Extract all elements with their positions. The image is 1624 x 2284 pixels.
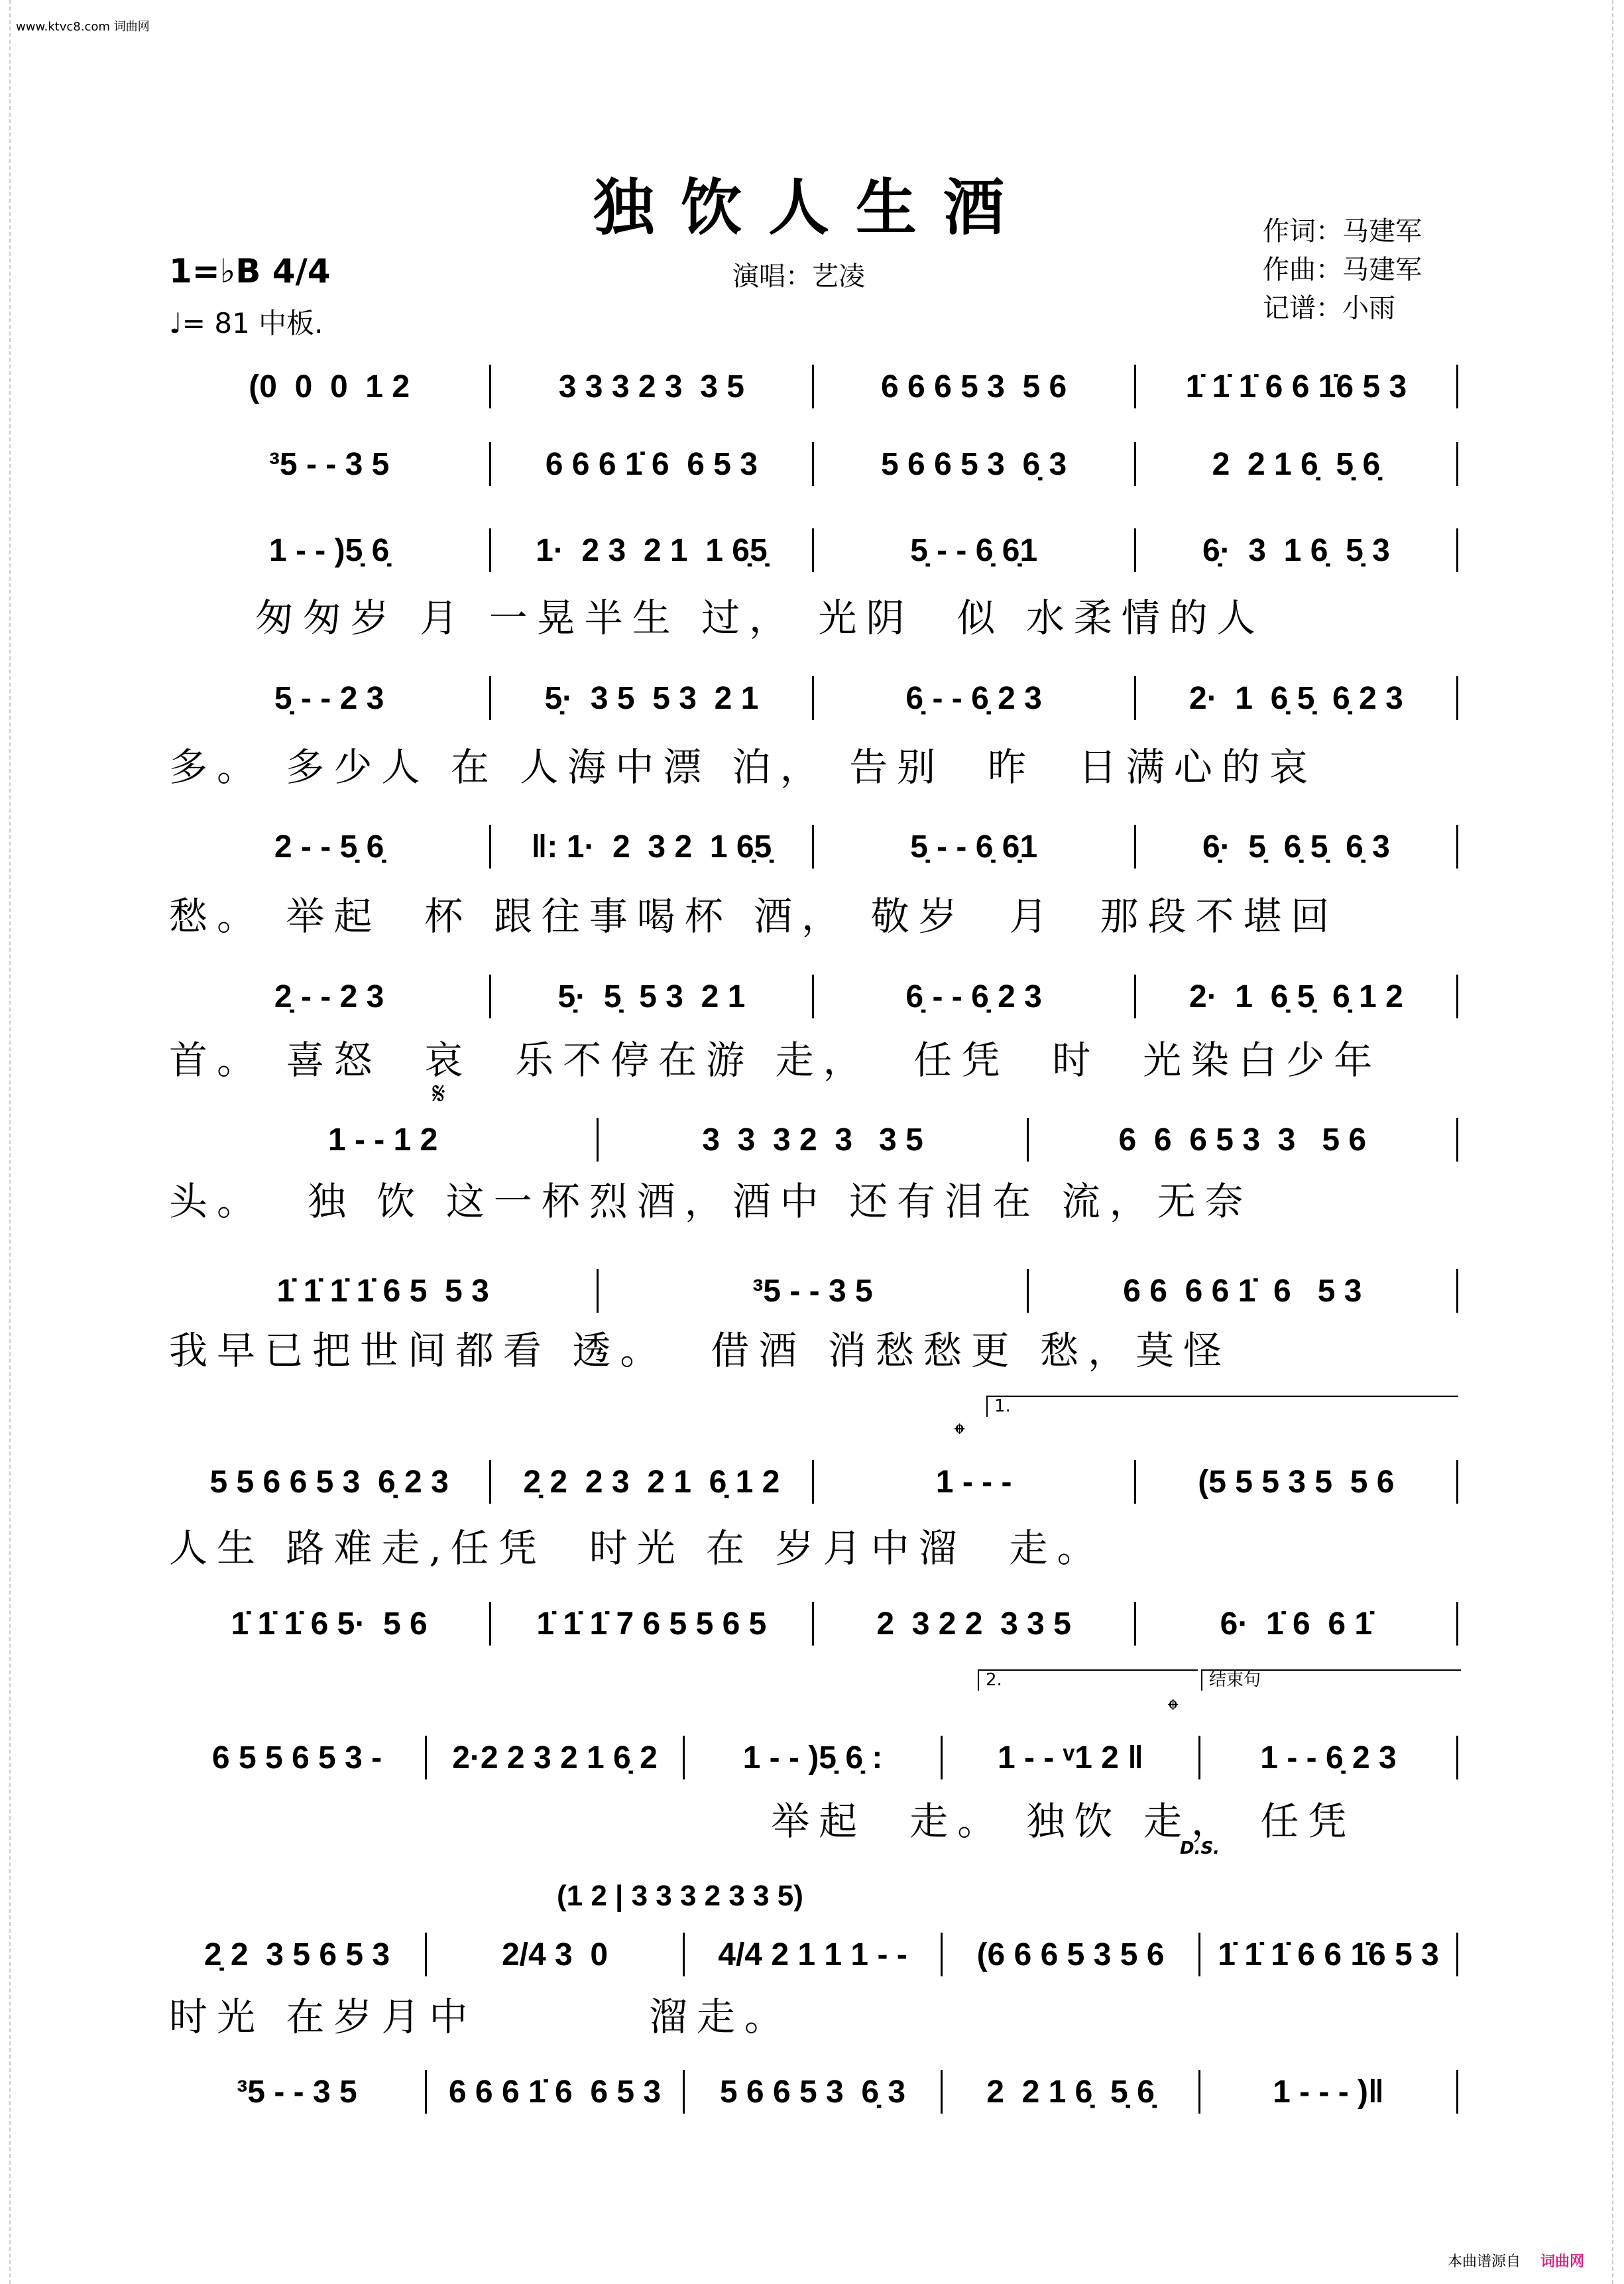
- notation-row: [169, 1116, 1458, 1163]
- measure: 1 - - )5̣ 6̣: [169, 528, 491, 572]
- measure: 5̣· 3 5 5 3 2 1: [491, 676, 813, 720]
- measure: ³5 - - 3 5: [169, 2070, 427, 2114]
- measure: ‖: 1· 2 3 2 1 6̣5̣: [491, 825, 813, 869]
- notation-row: [169, 363, 1458, 410]
- notation-row: [169, 1734, 1458, 1781]
- measure: 4/4 2 1 1 1 - -: [685, 1933, 943, 1976]
- measure: 1 - - - )‖: [1200, 2070, 1458, 2114]
- measure: 2/4 3 0: [427, 1933, 685, 1976]
- measure: 6̣· 5̣ 6̣ 5̣ 6̣ 3: [1136, 825, 1458, 869]
- left-border: [9, 0, 11, 2284]
- measure: 6· 1̇ 6 6 1̇: [1136, 1602, 1458, 1646]
- footer: [1448, 2250, 1584, 2271]
- lyrics-line: 人生 路难走,任凭 时光 在 岁月中溜 走。: [169, 1526, 1105, 1571]
- measure: (6 6 6 5 3 5 6: [943, 1933, 1200, 1976]
- measure: 2̣ 2 3 5 6 5 3: [169, 1933, 427, 1976]
- notation-row: [169, 823, 1458, 870]
- measure: 6̣ - - 6̣ 2 3: [814, 975, 1136, 1018]
- volta-1-label: 1.: [994, 1396, 1011, 1416]
- measure: 3 3 3 2 3 3 5: [491, 365, 813, 408]
- coda-sign: 𝄌: [955, 1417, 965, 1451]
- measure: ³5 - - 3 5: [169, 442, 491, 486]
- measure: 1 - - -: [814, 1460, 1136, 1504]
- measure: 1 - - )5̣ 6̣ :: [685, 1736, 943, 1779]
- measure: 2· 1 6̣ 5̣ 6̣ 1 2: [1136, 975, 1458, 1018]
- site-header: www.ktvc8.com 词曲网: [16, 20, 150, 34]
- ds-marking: D.S.: [1180, 1838, 1220, 1858]
- measure: ³5 - - 3 5: [599, 1269, 1028, 1313]
- notation-row: [169, 2069, 1458, 2115]
- measure: 5̣· 5̣ 5 3 2 1: [491, 975, 813, 1018]
- measure: 3 3 3 2 3 3 5: [599, 1118, 1028, 1162]
- lyrics-line: 愁。 举起 杯 跟往事喝杯 酒， 敬岁 月 那段不堪回: [169, 894, 1339, 939]
- measure: 5 6 6 5 3 6̣ 3: [814, 442, 1136, 486]
- measure: 6 6 6 5 3 3 5 6: [1029, 1118, 1458, 1162]
- measure: 1 - - 6̣ 2 3: [1200, 1736, 1458, 1779]
- measure: 1̇ 1̇ 1̇ 6 5· 5 6: [169, 1602, 491, 1646]
- lyrics-line: 时光 在岁月中 溜走。: [169, 1994, 792, 2039]
- measure: 2 3 2 2 3 3 5: [814, 1602, 1136, 1646]
- credits: [1263, 212, 1422, 328]
- ending-label: 结束句: [1209, 1670, 1261, 1690]
- measure: 1̇ 1̇ 1̇ 7 6 5 5 6 5: [491, 1602, 813, 1646]
- interlude-line: (1 2 | 3 3 3 2 3 3 5): [557, 1880, 803, 1912]
- lyricist-credit: 作词：马建军: [1263, 216, 1422, 247]
- measure: 5̣ - - 2 3: [169, 676, 491, 720]
- measure: 1· 2 3 2 1 1 6̣5̣: [491, 528, 813, 572]
- measure: 2 2 1 6̣ 5̣ 6̣: [1136, 442, 1458, 486]
- lyrics-line: 首。 喜怒 哀 乐不停在游 走， 任凭 时 光染白少年: [169, 1038, 1382, 1083]
- notation-row: [169, 441, 1458, 487]
- segno-sign: 𝄋: [432, 1075, 445, 1111]
- measure: (5 5 5 3 5 5 6: [1136, 1460, 1458, 1504]
- measure: 2· 1 6̣ 5̣ 6̣ 2 3: [1136, 676, 1458, 720]
- footer-site: 词曲网: [1540, 2254, 1584, 2270]
- measure: 6̣ - - 6̣ 2 3: [814, 676, 1136, 720]
- right-border: [1612, 0, 1613, 2284]
- ending-bracket: [1201, 1669, 1461, 1691]
- lyrics-line: 头。 独 饮 这一杯烈酒，酒中 还有泪在 流，无奈: [169, 1179, 1253, 1224]
- measure: 6 6 6 1̇ 6 6 5 3: [427, 2070, 685, 2114]
- notation-row: [169, 675, 1458, 721]
- key-signature: 1=♭B 4/4: [169, 252, 331, 290]
- measure: 2̣ 2 2 3 2 1 6̣ 1 2: [491, 1460, 813, 1504]
- measure: 5 5 6 6 5 3 6̣ 2 3: [169, 1460, 491, 1504]
- measure: 1̇ 1̇ 1̇ 6 6 1̇6 5 3: [1200, 1933, 1458, 1976]
- composer-credit: 作曲：马建军: [1263, 255, 1422, 285]
- coda-sign-2: 𝄌: [1168, 1693, 1179, 1727]
- measure: 2̣ - - 2 3: [169, 975, 491, 1018]
- measure: 2·2 2 3 2 1 6̣ 2: [427, 1736, 685, 1779]
- lyrics-line: 多。 多少人 在 人海中漂 泊， 告别 昨 日满心的哀: [169, 745, 1317, 790]
- lyrics-line: 我早已把世间都看 透。 借酒 消愁愁更 愁，莫怪: [169, 1328, 1232, 1373]
- measure: (0 0 0 1 2: [169, 365, 491, 408]
- measure: 1 - - 1 2: [169, 1118, 599, 1162]
- footer-source: 本曲谱源自: [1447, 2254, 1521, 2270]
- notation-row: [169, 973, 1458, 1020]
- lyrics-line: 举起 走。 独饮 走， 任凭: [169, 1799, 1356, 1844]
- volta-2: [978, 1669, 1198, 1691]
- notation-row: [169, 527, 1458, 573]
- measure: 2 - - 5̣ 6̣: [169, 825, 491, 869]
- measure: 6 6 6 5 3 5 6: [814, 365, 1136, 408]
- volta-2-label: 2.: [986, 1670, 1002, 1690]
- measure: 1̇ 1̇ 1̇ 6 6 1̇6 5 3: [1136, 365, 1458, 408]
- notation-row: [169, 1600, 1458, 1647]
- lyrics-line: 匆匆岁 月 一晃半生 过， 光阴 似 水柔情的人: [169, 595, 1265, 640]
- notation-row: [169, 1459, 1458, 1505]
- singer-credit: 演唱：艺凌: [732, 261, 865, 292]
- song-title: 独饮人生酒: [593, 172, 1031, 243]
- volta-1: [986, 1396, 1458, 1417]
- measure: 2 2 1 6̣ 5̣ 6̣: [943, 2070, 1200, 2114]
- notation-row: [169, 1268, 1458, 1314]
- measure: 6 6 6 1̇ 6 6 5 3: [491, 442, 813, 486]
- notation-row: [169, 1931, 1458, 1978]
- tempo-marking: ♩= 81 中板.: [169, 307, 323, 339]
- measure: 6 6 6 6 1̇ 6 5 3: [1029, 1269, 1458, 1313]
- transcriber-credit: 记谱：小雨: [1263, 293, 1395, 324]
- measure: 1 - - ᵛ1 2 ‖: [943, 1736, 1200, 1779]
- measure: 5 6 6 5 3 6̣ 3: [685, 2070, 943, 2114]
- measure: 6 5 5 6 5 3 -: [169, 1736, 427, 1779]
- measure: 5̣ - - 6̣ 6̣1: [814, 528, 1136, 572]
- measure: 1̇ 1̇ 1̇ 1̇ 6 5 5 3: [169, 1269, 599, 1313]
- measure: 6̣· 3 1 6̣ 5̣ 3: [1136, 528, 1458, 572]
- measure: 5̣ - - 6̣ 6̣1: [814, 825, 1136, 869]
